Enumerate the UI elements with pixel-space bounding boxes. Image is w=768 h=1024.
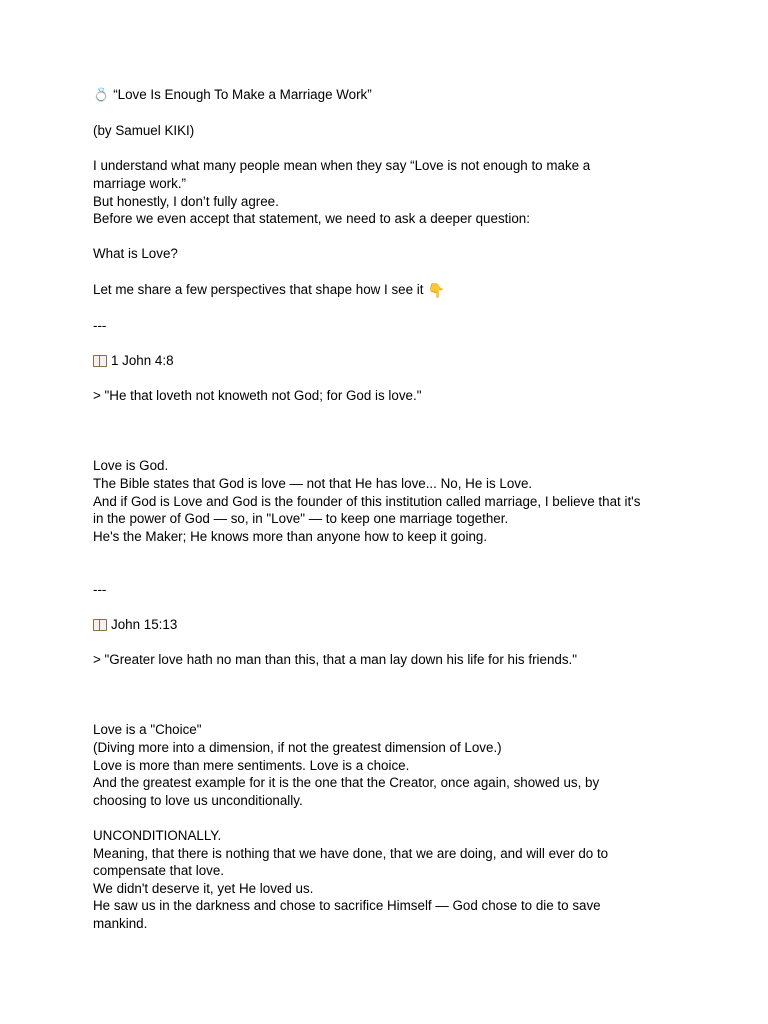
intro-line: But honestly, I don’t fully agree.	[93, 193, 279, 209]
scripture-quote: > "He that loveth not knoweth not God; for God is love."	[93, 388, 422, 404]
intro-line: marriage work.”	[93, 175, 187, 191]
body-line: We didn't deserve it, yet He loved us.	[93, 880, 314, 896]
body-line: choosing to love us unconditionally.	[93, 792, 303, 808]
scripture-reference	[93, 352, 693, 370]
body-line: mankind.	[93, 915, 148, 931]
body-line: The Bible states that God is love — not that He has love... No, He is Love.	[93, 476, 533, 492]
reference-text: 1 John 4:8	[111, 352, 174, 368]
document-page	[93, 86, 693, 933]
reference-text: John 15:13	[111, 616, 178, 632]
body-line: compensate that love.	[93, 863, 225, 879]
book-icon	[93, 355, 107, 366]
body-line: in the power of God — so, in "Love" — to keep one marriage together.	[93, 511, 509, 527]
intro-line: Before we even accept that statement, we need to ask a deeper question:	[93, 211, 530, 227]
body-line: Love is a "Choice"	[93, 722, 202, 738]
body-line: Meaning, that there is nothing that we have done, that we are doing, and will ever do to	[93, 845, 609, 861]
question-line: What is Love?	[93, 246, 178, 262]
document-title	[93, 86, 693, 105]
body-line: Love is more than mere sentiments. Love is a choice.	[93, 757, 410, 773]
body-line: (Diving more into a dimension, if not the greatest dimension of Love.)	[93, 740, 502, 755]
body-line: And if God is Love and God is the founder of this institution called marriage, I believe that it's	[93, 493, 641, 509]
scripture-reference	[93, 616, 693, 634]
byline: (by Samuel KIKI)	[93, 123, 195, 139]
body-line: He's the Maker; He knows more than anyone how to keep it going.	[93, 528, 488, 544]
body-line: He saw us in the darkness and chose to sacrifice Himself — God chose to die to save	[93, 898, 601, 914]
scripture-quote: > "Greater love hath no man than this, that a man lay down his life for his friends."	[93, 652, 578, 668]
share-text: Let me share a few perspectives that shape how I see it	[93, 281, 424, 297]
separator: ---	[93, 581, 107, 597]
body-line: And the greatest example for it is the one that the Creator, once again, showed us, by	[93, 775, 600, 791]
emphasis-line: UNCONDITIONALLY.	[93, 827, 222, 843]
ring-icon: 💍	[93, 88, 110, 103]
share-line	[93, 281, 693, 300]
pointing-down-icon: 👇	[427, 281, 445, 298]
book-icon	[93, 619, 107, 630]
body-line: Love is God.	[93, 458, 169, 474]
intro-line: I understand what many people mean when they say “Love is not enough to make a	[93, 158, 591, 174]
separator: ---	[93, 317, 107, 333]
title-text: “Love Is Enough To Make a Marriage Work”	[113, 87, 372, 102]
